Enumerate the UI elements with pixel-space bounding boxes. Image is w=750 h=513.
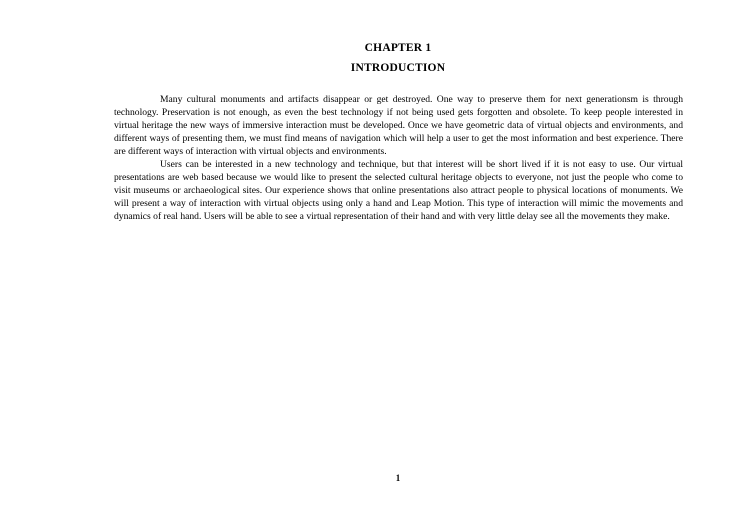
chapter-label: CHAPTER 1 xyxy=(364,42,432,54)
paragraph: Users can be interested in a new technology and technique, but that interest will be short lived if it is not easy to use. Our virtual presentations are web based because we would like to present the selected cultural heritage objects to everyone, not just the people who come to visit museums or archaeological sites. Our experience shows that online presentations also attract people to physical locations of monuments. We will present a way of interaction with virtual objects using only a hand and Leap Motion. This type of interaction will mimic the movements and dynamics of real hand. Users will be able to see a virtual representation of their hand and with very little delay see all the movements they make. xyxy=(114,158,683,222)
chapter-title: INTRODUCTION xyxy=(350,62,446,74)
page-number: 1 xyxy=(395,473,401,483)
body-text xyxy=(114,94,683,224)
paragraph: Many cultural monuments and artifacts disappear or get destroyed. One way to preserve them for next generationsm is through technology. Preservation is not enough, as even the best technology if not being used gets forgotten and obsolete. To keep people interested in virtual heritage the new ways of immersive interaction must be developed. Once we have geometric data of virtual objects and environments, and different ways of presenting them, we must find means of navigation which will help a user to get the most information and best experience. There are different ways of interaction with virtual objects and environments. xyxy=(114,94,683,157)
